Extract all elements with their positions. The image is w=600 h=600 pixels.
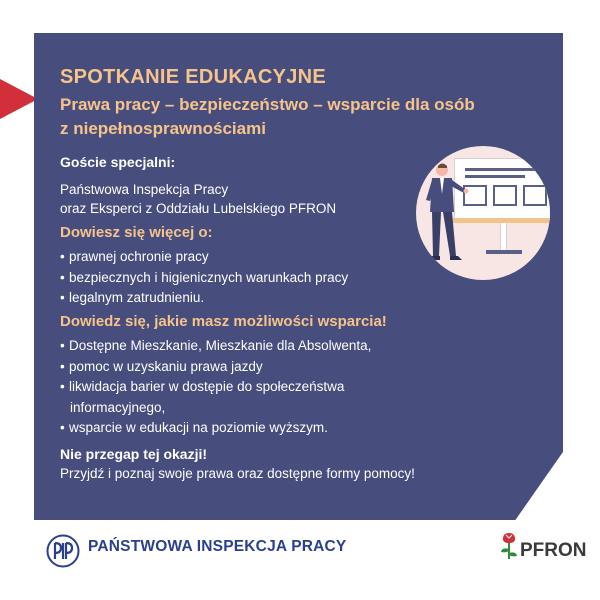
event-subtitle: Prawa pracy – bezpieczeństwo – wsparcie dla osób z niepełnosprawnościami [60, 95, 475, 138]
list-item: • likwidacja barier w dostępie do społeczeństwa [60, 379, 345, 394]
list-item: • wsparcie w edukacji na poziomie wyższym. [60, 420, 328, 435]
support-heading: Dowiedz się, jakie masz możliwości wsparcia! [60, 313, 387, 330]
pip-logo-text: PAŃSTWOWA INSPEKCJA PRACY [88, 538, 347, 555]
support-list [60, 336, 371, 439]
learn-more-heading: Dowiesz się więcej o: [60, 224, 213, 241]
presenter-at-board-illustration [416, 146, 550, 280]
list-item: informacyjnego, [70, 399, 166, 415]
pfron-logo-text: PFRON [520, 540, 587, 561]
list-item: • bezpiecznych i higienicznych warunkach pracy [60, 269, 349, 285]
list-item: • legalnym zatrudnieniu. [60, 290, 205, 305]
list-item: • Dostępne Mieszkanie, Mieszkanie dla Absolwenta, [60, 338, 372, 353]
presenter-icon [420, 160, 480, 270]
guests-line-2: oraz Eksperci z Oddziału Lubelskiego PFRON [60, 201, 337, 216]
pip-logo-icon [46, 534, 80, 568]
list-item: • prawnej ochronie pracy [60, 249, 209, 264]
list-item: • pomoc w uzyskaniu prawa jazdy [60, 358, 263, 374]
guests-line-1: Państwowa Inspekcja Pracy [60, 182, 229, 197]
learn-more-list [60, 247, 348, 309]
pfron-logo-icon [498, 531, 520, 561]
guests-heading: Goście specjalni: [60, 154, 176, 170]
cta-heading: Nie przegap tej okazji! [60, 446, 208, 462]
event-title: SPOTKANIE EDUKACYJNE [60, 66, 327, 88]
cta-text: Przyjdź i poznaj swoje prawa oraz dostępne formy pomocy! [60, 466, 415, 481]
red-arrow-icon [0, 79, 38, 119]
